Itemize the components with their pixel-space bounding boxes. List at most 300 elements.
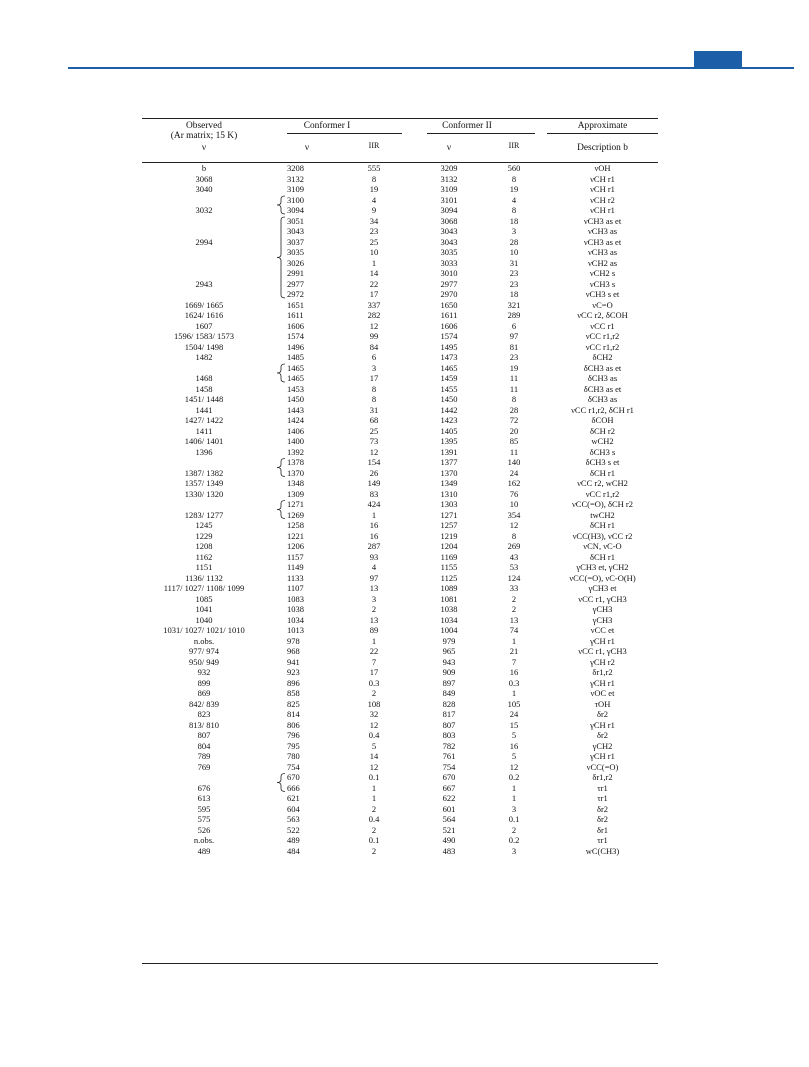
cell-observed: 1468 <box>195 373 213 383</box>
table-row <box>142 657 658 668</box>
cell-observed: 613 <box>197 793 211 803</box>
cell-iir-ii: 74 <box>509 625 519 635</box>
cell-iir-i: 6 <box>371 352 377 362</box>
table-row <box>142 216 658 227</box>
cell-iir-ii: 105 <box>507 698 521 709</box>
cell-nu-i: 563 <box>287 814 300 824</box>
cell-iir-ii: 13 <box>509 614 519 625</box>
table-row <box>142 825 658 836</box>
cell-observed: 1427/ 1422 <box>184 415 224 425</box>
table-row <box>142 552 658 563</box>
cell-observed: 1136/ 1132 <box>185 572 223 583</box>
cell-description: wC(CH3) <box>585 845 620 856</box>
cell-iir-i: 0.1 <box>368 772 380 782</box>
cell-nu-ii: 1310 <box>440 488 458 499</box>
cell-nu-ii: 2977 <box>440 278 458 289</box>
cell-iir-i: 3 <box>371 362 377 373</box>
cell-nu-ii: 1423 <box>440 415 458 425</box>
cell-nu-ii: 564 <box>442 814 456 824</box>
cell-iir-ii: 8 <box>511 530 517 541</box>
table-row <box>142 510 658 521</box>
table-row <box>142 436 658 447</box>
cell-nu-ii: 1004 <box>440 625 458 635</box>
header-iir-i: IIR <box>368 141 380 150</box>
table-row <box>142 184 658 195</box>
cell-nu-ii: 3109 <box>440 184 458 194</box>
cell-description: νOH <box>594 163 611 173</box>
cell-observed: 932 <box>197 667 211 677</box>
cell-description: νCC r1,r2 <box>585 488 620 499</box>
cell-observed: 1041 <box>195 604 213 614</box>
cell-nu-ii: 1450 <box>440 394 458 404</box>
cell-iir-ii: 1 <box>511 793 517 803</box>
table-row <box>142 835 658 846</box>
cell-observed: 676 <box>197 782 211 793</box>
cell-observed: n.obs. <box>193 635 215 646</box>
cell-iir-i: 4 <box>371 194 377 205</box>
cell-iir-ii: 8 <box>511 394 517 404</box>
cell-iir-ii: 85 <box>509 436 519 446</box>
cell-nu-i: 1038 <box>287 604 304 614</box>
cell-nu-i: 1258 <box>287 520 304 530</box>
cell-observed: 977/ 974 <box>189 646 219 656</box>
cell-nu-ii: 1038 <box>440 604 458 614</box>
cell-iir-ii: 28 <box>509 404 519 415</box>
cell-nu-i: 896 <box>287 677 300 688</box>
cell-observed: 899 <box>197 677 211 688</box>
cell-nu-ii: 1611 <box>440 310 458 320</box>
table-row <box>142 226 658 237</box>
cell-iir-i: 73 <box>369 436 379 446</box>
table-top-rule <box>142 118 658 119</box>
cell-nu-i: 1348 <box>287 478 304 488</box>
cell-iir-ii: 0.2 <box>508 772 520 782</box>
header-observed: Observed <box>186 121 222 131</box>
cell-nu-ii: 670 <box>442 772 456 782</box>
cell-nu-i: 1496 <box>287 341 304 352</box>
header-description: Description b <box>577 143 628 153</box>
cell-iir-ii: 4 <box>511 194 517 205</box>
table-row <box>142 583 658 594</box>
cell-iir-ii: 0.2 <box>508 835 520 845</box>
cell-nu-i: 941 <box>287 656 300 667</box>
cell-nu-i: 621 <box>287 793 300 803</box>
cell-iir-i: 8 <box>371 173 377 184</box>
cell-observed: 1482 <box>195 352 213 362</box>
cell-description: γCH r1 <box>590 751 615 761</box>
cell-iir-i: 12 <box>369 761 379 772</box>
cell-nu-i: 3043 <box>287 226 304 236</box>
table-body <box>142 163 658 856</box>
cell-description: νCC r1, γCH3 <box>578 646 627 656</box>
cell-description: γCH r2 <box>590 656 615 667</box>
cell-observed: 1040 <box>195 614 213 625</box>
header-rule <box>68 67 794 69</box>
table-row <box>142 709 658 720</box>
cell-description: δCH r1 <box>589 520 616 530</box>
cell-nu-i: 2991 <box>287 268 304 278</box>
cell-description: τr1 <box>597 782 608 793</box>
cell-iir-i: 10 <box>369 247 379 257</box>
cell-observed: 1441 <box>195 404 213 415</box>
cell-description: δCH r2 <box>589 425 616 436</box>
cell-nu-ii: 1459 <box>440 373 458 383</box>
cell-iir-ii: 12 <box>509 761 519 772</box>
cell-observed: 1406/ 1401 <box>184 436 224 446</box>
cell-nu-ii: 828 <box>442 698 456 709</box>
cell-iir-i: 25 <box>369 236 379 247</box>
cell-description: γCH r1 <box>590 719 615 730</box>
cell-nu-ii: 803 <box>442 730 456 740</box>
cell-nu-i: 1606 <box>287 320 304 331</box>
cell-nu-ii: 782 <box>442 740 456 751</box>
cell-nu-ii: 1391 <box>440 446 458 457</box>
cell-observed: 3068 <box>195 173 213 184</box>
cell-nu-i: 1465 <box>287 362 304 373</box>
conformer-ii-underline <box>427 133 535 134</box>
cell-description: νC=O <box>592 299 613 310</box>
cell-nu-ii: 1405 <box>440 425 458 436</box>
cell-nu-ii: 3043 <box>440 226 458 236</box>
cell-nu-i: 1034 <box>287 614 304 625</box>
cell-iir-ii: 2 <box>511 604 517 614</box>
cell-iir-ii: 1 <box>511 688 517 698</box>
cell-observed: 789 <box>197 751 211 761</box>
cell-nu-i: 1133 <box>287 572 304 583</box>
cell-description: δCH3 s <box>589 446 616 457</box>
cell-observed: 2943 <box>195 278 213 289</box>
cell-iir-ii: 5 <box>511 730 517 740</box>
cell-description: wCH2 <box>591 436 614 446</box>
cell-iir-i: 14 <box>369 268 379 278</box>
cell-iir-ii: 33 <box>509 583 519 593</box>
cell-nu-i: 1107 <box>287 583 304 593</box>
cell-iir-i: 89 <box>369 625 379 635</box>
table-row <box>142 604 658 615</box>
header-observed-sub: (Ar matrix; 15 K) <box>170 131 238 141</box>
cell-iir-ii: 97 <box>509 331 519 341</box>
cell-iir-ii: 3 <box>511 226 517 236</box>
cell-description: τr1 <box>597 835 608 845</box>
cell-iir-ii: 19 <box>509 184 519 194</box>
table-row <box>142 720 658 731</box>
cell-nu-ii: 3043 <box>440 236 458 247</box>
cell-iir-ii: 2 <box>511 593 517 604</box>
cell-nu-i: 1611 <box>287 310 304 320</box>
cell-description: νCH3 as <box>587 247 618 257</box>
table-row <box>142 678 658 689</box>
table-row <box>142 541 658 552</box>
table-row <box>142 699 658 710</box>
cell-nu-i: 670 <box>287 772 300 782</box>
cell-iir-ii: 10 <box>509 247 519 257</box>
cell-observed: 1031/ 1027/ 1021/ 1010 <box>163 625 245 635</box>
header-nu-ii: ν <box>446 143 452 153</box>
cell-iir-ii: 72 <box>509 415 519 425</box>
cell-nu-ii: 807 <box>442 719 456 730</box>
table-row <box>142 258 658 269</box>
cell-iir-i: 68 <box>369 415 379 425</box>
table-row <box>142 793 658 804</box>
cell-iir-i: 22 <box>369 278 379 289</box>
cell-description: νCH r2 <box>590 194 615 205</box>
cell-iir-i: 26 <box>369 467 379 478</box>
cell-nu-i: 858 <box>287 688 300 698</box>
cell-observed: 1117/ 1027/ 1108/ 1099 <box>163 583 245 593</box>
cell-observed: 3032 <box>195 205 213 215</box>
cell-nu-ii: 1650 <box>440 299 458 310</box>
cell-description: δr1,r2 <box>592 772 613 782</box>
cell-nu-ii: 1395 <box>440 436 458 446</box>
cell-observed: 1458 <box>195 383 213 394</box>
cell-iir-i: 555 <box>367 163 381 173</box>
table-row <box>142 783 658 794</box>
table-row <box>142 447 658 458</box>
cell-nu-ii: 761 <box>442 751 456 761</box>
cell-observed: 842/ 839 <box>189 698 219 709</box>
cell-nu-i: 968 <box>287 646 300 656</box>
cell-nu-i: 484 <box>287 845 300 856</box>
table-row <box>142 741 658 752</box>
cell-iir-i: 0.3 <box>368 677 380 688</box>
cell-iir-ii: 124 <box>507 572 521 583</box>
table-row <box>142 373 658 384</box>
cell-description: νCN, νC-O <box>583 541 622 551</box>
cell-iir-ii: 3 <box>511 803 517 814</box>
cell-iir-i: 25 <box>369 425 379 436</box>
cell-iir-ii: 8 <box>511 205 517 215</box>
table-row <box>142 394 658 405</box>
cell-nu-i: 3094 <box>287 205 304 215</box>
cell-description: δCH3 s et <box>585 457 620 467</box>
cell-iir-i: 108 <box>367 698 381 709</box>
table-row <box>142 163 658 174</box>
cell-iir-i: 287 <box>367 541 381 551</box>
cell-observed: 1162 <box>195 551 213 562</box>
cell-iir-ii: 23 <box>509 352 519 362</box>
cell-iir-ii: 8 <box>511 173 517 184</box>
cell-iir-ii: 23 <box>509 268 519 278</box>
table-row <box>142 321 658 332</box>
cell-observed: 1596/ 1583/ 1573 <box>174 331 234 341</box>
cell-observed: 3040 <box>195 184 213 194</box>
cell-iir-i: 2 <box>371 845 377 856</box>
cell-nu-ii: 3094 <box>440 205 458 215</box>
cell-description: δr1 <box>596 824 609 835</box>
cell-description: δCH3 as et <box>583 362 622 373</box>
cell-nu-i: 3026 <box>287 257 304 268</box>
table-row <box>142 426 658 437</box>
cell-description: δCOH <box>591 415 614 425</box>
cell-iir-ii: 16 <box>509 740 519 751</box>
cell-iir-i: 22 <box>369 646 379 656</box>
cell-nu-ii: 817 <box>442 709 456 719</box>
cell-iir-i: 1 <box>371 635 377 646</box>
cell-iir-i: 149 <box>367 478 381 488</box>
cell-iir-i: 3 <box>371 593 377 604</box>
cell-iir-i: 16 <box>369 520 379 530</box>
cell-nu-i: 604 <box>287 803 300 814</box>
table-row <box>142 804 658 815</box>
cell-nu-i: 780 <box>287 751 300 761</box>
cell-description: δr2 <box>596 730 609 740</box>
cell-observed: 869 <box>197 688 211 698</box>
cell-iir-i: 1 <box>371 782 377 793</box>
header-iir-ii: IIR <box>508 141 520 150</box>
table-row <box>142 573 658 584</box>
cell-observed: 804 <box>197 740 211 751</box>
cell-iir-i: 2 <box>371 688 377 698</box>
table-bottom-rule <box>142 963 658 964</box>
cell-iir-i: 5 <box>371 740 377 751</box>
cell-iir-i: 8 <box>371 394 377 404</box>
cell-nu-i: 3132 <box>287 173 304 184</box>
cell-iir-ii: 20 <box>509 425 519 436</box>
cell-nu-ii: 943 <box>442 656 456 667</box>
cell-nu-ii: 1495 <box>440 341 458 352</box>
table-row <box>142 489 658 500</box>
conformer-i-underline <box>287 133 402 134</box>
cell-iir-ii: 289 <box>507 310 521 320</box>
cell-nu-i: 489 <box>287 835 300 845</box>
cell-nu-i: 2977 <box>287 278 304 289</box>
cell-nu-i: 1392 <box>287 446 304 457</box>
cell-iir-i: 19 <box>369 184 379 194</box>
cell-iir-ii: 162 <box>507 478 521 488</box>
cell-observed: 1208 <box>195 541 213 551</box>
table-row <box>142 636 658 647</box>
cell-nu-ii: 2970 <box>440 289 458 299</box>
cell-nu-ii: 1169 <box>440 551 458 562</box>
cell-iir-i: 84 <box>369 341 379 352</box>
cell-iir-ii: 11 <box>509 373 519 383</box>
cell-iir-i: 17 <box>369 667 379 677</box>
cell-observed: 1607 <box>195 320 213 331</box>
cell-nu-ii: 849 <box>442 688 456 698</box>
cell-nu-i: 522 <box>287 824 300 835</box>
cell-description: γCH r1 <box>590 635 615 646</box>
cell-iir-i: 9 <box>371 205 377 215</box>
cell-iir-i: 0.4 <box>368 814 380 824</box>
cell-description: δCH3 as <box>587 373 618 383</box>
cell-iir-i: 17 <box>369 289 379 299</box>
cell-observed: 1330/ 1320 <box>184 488 224 499</box>
table-row <box>142 415 658 426</box>
header-approximate: Approximate <box>577 121 628 131</box>
cell-nu-ii: 1271 <box>440 509 458 520</box>
table-row <box>142 195 658 206</box>
cell-iir-ii: 321 <box>507 299 521 310</box>
cell-nu-ii: 1219 <box>440 530 458 541</box>
table-row <box>142 615 658 626</box>
cell-iir-ii: 19 <box>509 362 519 373</box>
cell-observed: 1624/ 1616 <box>184 310 224 320</box>
cell-observed: 1504/ 1498 <box>184 341 224 352</box>
cell-iir-ii: 81 <box>509 341 519 352</box>
table-row <box>142 762 658 773</box>
cell-observed: n.obs. <box>193 835 215 845</box>
header-nu-i: ν <box>304 143 310 153</box>
header-accent-block <box>694 51 742 67</box>
cell-iir-i: 93 <box>369 551 379 562</box>
table-row <box>142 342 658 353</box>
cell-iir-i: 2 <box>371 824 377 835</box>
table-row <box>142 457 658 468</box>
cell-nu-ii: 754 <box>442 761 456 772</box>
cell-nu-i: 1149 <box>287 562 304 572</box>
cell-iir-ii: 6 <box>511 320 517 331</box>
cell-iir-i: 2 <box>371 803 377 814</box>
cell-observed: 1085 <box>195 593 213 604</box>
cell-description: γCH3 et, γCH2 <box>576 562 629 572</box>
cell-nu-ii: 1574 <box>440 331 458 341</box>
cell-iir-i: 83 <box>369 488 379 499</box>
cell-nu-ii: 1257 <box>440 520 458 530</box>
table-row <box>142 237 658 248</box>
table-row <box>142 331 658 342</box>
cell-iir-i: 12 <box>369 446 379 457</box>
cell-nu-i: 3208 <box>287 163 304 173</box>
cell-nu-ii: 1125 <box>440 572 458 583</box>
cell-nu-ii: 1155 <box>440 562 458 572</box>
cell-nu-i: 1651 <box>287 299 304 310</box>
cell-iir-ii: 21 <box>509 646 519 656</box>
cell-iir-i: 282 <box>367 310 381 320</box>
cell-nu-ii: 3101 <box>440 194 458 205</box>
cell-observed: 575 <box>197 814 211 824</box>
cell-description: γCH3 et <box>588 583 617 593</box>
cell-nu-ii: 521 <box>442 824 456 835</box>
cell-observed: 1669/ 1665 <box>184 299 224 310</box>
table-row <box>142 562 658 573</box>
cell-nu-i: 3035 <box>287 247 304 257</box>
cell-nu-i: 1453 <box>287 383 304 394</box>
cell-iir-ii: 15 <box>509 719 519 730</box>
cell-nu-i: 1450 <box>287 394 304 404</box>
table-row <box>142 772 658 783</box>
cell-iir-i: 34 <box>369 215 379 226</box>
cell-iir-ii: 140 <box>507 457 521 467</box>
cell-description: γCH3 <box>592 604 613 614</box>
table-row <box>142 289 658 300</box>
cell-description: δr1,r2 <box>592 667 613 677</box>
cell-nu-ii: 490 <box>442 835 456 845</box>
cell-iir-ii: 0.1 <box>508 814 520 824</box>
header-observed-nu: ν <box>201 143 207 153</box>
cell-nu-ii: 1303 <box>440 499 458 509</box>
cell-nu-ii: 3010 <box>440 268 458 278</box>
cell-observed: 1283/ 1277 <box>184 509 224 520</box>
cell-description: νCH3 s <box>589 278 616 289</box>
cell-nu-i: 978 <box>287 635 300 646</box>
cell-observed: 1357/ 1349 <box>184 478 224 488</box>
cell-nu-ii: 1204 <box>440 541 458 551</box>
table-row <box>142 688 658 699</box>
cell-nu-ii: 1606 <box>440 320 458 331</box>
cell-iir-ii: 269 <box>507 541 521 551</box>
table-row <box>142 310 658 321</box>
cell-description: δCH3 as et <box>583 383 622 394</box>
cell-description: νCH r1 <box>590 173 615 184</box>
cell-iir-i: 16 <box>369 530 379 541</box>
cell-nu-i: 1271 <box>287 499 304 509</box>
cell-nu-i: 3109 <box>287 184 304 194</box>
table-row <box>142 384 658 395</box>
cell-observed: 813/ 810 <box>189 719 219 730</box>
cell-observed: 526 <box>197 824 211 835</box>
cell-iir-i: 13 <box>369 614 379 625</box>
cell-nu-ii: 1034 <box>440 614 458 625</box>
